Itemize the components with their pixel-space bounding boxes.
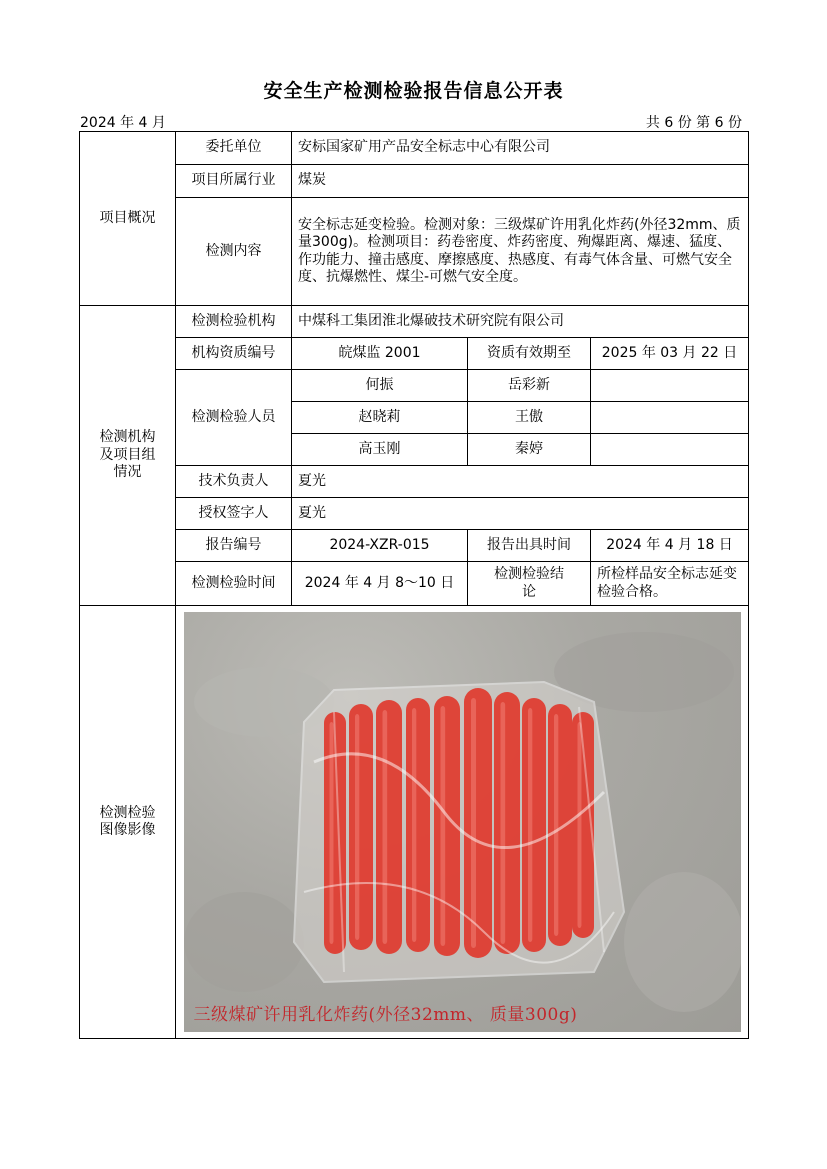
issue-date-label: 报告出具时间 [468,530,591,562]
issue-date-value: 2024 年 4 月 18 日 [591,530,749,562]
conclusion-label: 检测检验结论 [468,562,591,606]
sample-photo [184,612,741,1032]
photo-caption: 三级煤矿许用乳化炸药(外径32mm、 质量300g) [193,1004,578,1025]
overview-section-label: 项目概况 [80,132,176,306]
org-label: 检测检验机构 [176,306,292,338]
staff-member: 秦婷 [468,434,591,466]
page-title: 安全生产检测检验报告信息公开表 [263,80,564,102]
cartridge-highlight [355,714,359,940]
cartridge-highlight [440,706,445,946]
cartridge-highlight [471,698,476,948]
image-section-label: 检测检验图像影像 [80,606,176,1039]
staff-member [591,402,749,434]
staff-member: 何振 [292,370,468,402]
cartridge-highlight [577,722,581,928]
industry-label: 项目所属行业 [176,165,292,198]
client-label: 委托单位 [176,132,292,165]
signer-label: 授权签字人 [176,498,292,530]
test-time-value: 2024 年 4 月 8～10 日 [292,562,468,606]
tech-lead-label: 技术负责人 [176,466,292,498]
tech-lead-value: 夏光 [292,466,749,498]
cartridge-highlight [412,708,416,942]
cert-no-label: 机构资质编号 [176,338,292,370]
photo-cell [176,606,749,1039]
cartridge-highlight [554,714,558,936]
staff-member: 赵晓莉 [292,402,468,434]
conclusion-value: 所检样品安全标志延变检验合格。 [591,562,749,606]
cartridge-stick [349,704,373,950]
cartridge-stick [376,700,402,954]
content-value: 安全标志延变检验。检测对象：三级煤矿许用乳化炸药(外径32mm、质量300g)。检测项目：药卷密度、炸药密度、殉爆距离、爆速、猛度、作功能力、撞击感度、摩擦感度、热感度、有毒气体含量、可燃气安全度、抗爆燃性、煤尘-可燃气安全度。 [292,198,749,306]
report-no-label: 报告编号 [176,530,292,562]
content-label: 检测内容 [176,198,292,306]
cert-valid-label: 资质有效期至 [468,338,591,370]
cartridge-stick [494,692,520,954]
staff-member [591,434,749,466]
cartridge-highlight [382,710,387,944]
copy-count: 共 6 份 第 6 份 [645,115,742,131]
cert-no-value: 皖煤监 2001 [292,338,468,370]
report-date: 2024 年 4 月 [80,115,166,131]
staff-member: 岳彩新 [468,370,591,402]
report-no-value: 2024-XZR-015 [292,530,468,562]
staff-member: 高玉刚 [292,434,468,466]
cartridge-stick [406,698,430,952]
cartridge-highlight [528,708,532,942]
test-time-label: 检测检验时间 [176,562,292,606]
cert-valid-value: 2025 年 03 月 22 日 [591,338,749,370]
institution-section-label: 检测机构 及项目组 情况 [80,306,176,606]
staff-member [591,370,749,402]
report-table [79,131,749,1039]
industry-value: 煤炭 [292,165,749,198]
staff-member: 王傲 [468,402,591,434]
staff-label: 检测检验人员 [176,370,292,466]
cartridge-stick [522,698,546,952]
client-value: 安标国家矿用产品安全标志中心有限公司 [292,132,749,165]
explosive-cartridges-image [184,612,741,1032]
signer-value: 夏光 [292,498,749,530]
cartridge-highlight [500,702,505,944]
cartridge-stick [548,704,572,946]
org-value: 中煤科工集团淮北爆破技术研究院有限公司 [292,306,749,338]
